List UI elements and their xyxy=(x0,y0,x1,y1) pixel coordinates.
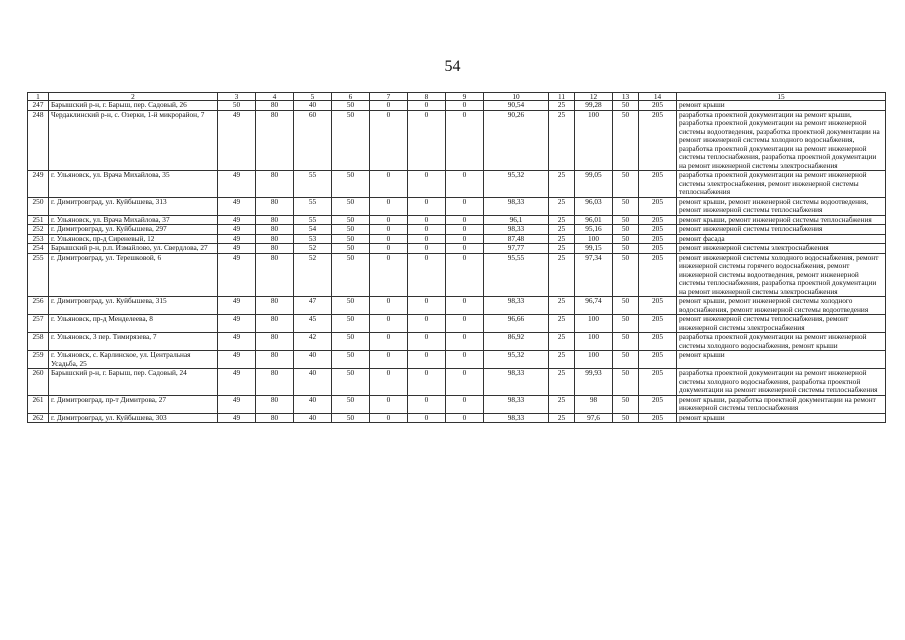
column-header-2: 2 xyxy=(49,93,218,101)
value-cell-col-3: 49 xyxy=(218,395,256,413)
address-cell: Барышский р-н, г. Барыш, пер. Садовый, 24 xyxy=(49,369,218,396)
value-cell-col-12: 99,93 xyxy=(575,369,613,396)
value-cell-col-7: 0 xyxy=(370,369,408,396)
value-cell-col-11: 25 xyxy=(549,315,575,333)
work-description-cell: ремонт инженерной системы теплоснабжения xyxy=(677,225,886,235)
table-row xyxy=(28,253,886,297)
value-cell-col-8: 0 xyxy=(408,315,446,333)
table-row xyxy=(28,234,886,244)
value-cell-col-4: 80 xyxy=(256,351,294,369)
row-number: 253 xyxy=(28,234,49,244)
value-cell-col-8: 0 xyxy=(408,369,446,396)
column-header-10: 10 xyxy=(484,93,549,101)
value-cell-col-14: 205 xyxy=(639,215,677,225)
value-cell-col-8: 0 xyxy=(408,225,446,235)
column-header-11: 11 xyxy=(549,93,575,101)
work-description-cell: ремонт крыши xyxy=(677,101,886,111)
column-header-1: 1 xyxy=(28,93,49,101)
value-cell-col-5: 52 xyxy=(294,253,332,297)
value-cell-col-11: 25 xyxy=(549,351,575,369)
value-cell-col-3: 50 xyxy=(218,101,256,111)
value-cell-col-11: 25 xyxy=(549,215,575,225)
value-cell-col-7: 0 xyxy=(370,413,408,423)
table-row xyxy=(28,369,886,396)
value-cell-col-6: 50 xyxy=(332,225,370,235)
value-cell-col-9: 0 xyxy=(446,369,484,396)
value-cell-col-4: 80 xyxy=(256,395,294,413)
value-cell-col-12: 96,03 xyxy=(575,197,613,215)
value-cell-col-10: 97,77 xyxy=(484,244,549,254)
address-cell: г. Димитровград, ул. Куйбышева, 303 xyxy=(49,413,218,423)
value-cell-col-14: 205 xyxy=(639,110,677,171)
value-cell-col-6: 50 xyxy=(332,171,370,198)
value-cell-col-7: 0 xyxy=(370,101,408,111)
table-row xyxy=(28,110,886,171)
value-cell-col-5: 52 xyxy=(294,244,332,254)
value-cell-col-12: 100 xyxy=(575,234,613,244)
value-cell-col-6: 50 xyxy=(332,101,370,111)
value-cell-col-14: 205 xyxy=(639,413,677,423)
value-cell-col-14: 205 xyxy=(639,234,677,244)
value-cell-col-12: 100 xyxy=(575,110,613,171)
table-row xyxy=(28,315,886,333)
value-cell-col-7: 0 xyxy=(370,215,408,225)
address-cell: г. Димитровград, ул. Куйбышева, 313 xyxy=(49,197,218,215)
value-cell-col-10: 86,92 xyxy=(484,333,549,351)
address-cell: г. Димитровград, ул. Куйбышева, 297 xyxy=(49,225,218,235)
value-cell-col-8: 0 xyxy=(408,234,446,244)
value-cell-col-7: 0 xyxy=(370,395,408,413)
value-cell-col-4: 80 xyxy=(256,171,294,198)
value-cell-col-12: 99,15 xyxy=(575,244,613,254)
work-description-cell: ремонт крыши, ремонт инженерной системы холодного водоснабжения, ремонт инженерной системы водоотведения xyxy=(677,297,886,315)
value-cell-col-6: 50 xyxy=(332,413,370,423)
work-description-cell: ремонт крыши xyxy=(677,351,886,369)
value-cell-col-7: 0 xyxy=(370,234,408,244)
value-cell-col-12: 100 xyxy=(575,351,613,369)
value-cell-col-8: 0 xyxy=(408,197,446,215)
value-cell-col-10: 96,1 xyxy=(484,215,549,225)
work-description-cell: ремонт крыши, ремонт инженерной системы теплоснабжения xyxy=(677,215,886,225)
value-cell-col-7: 0 xyxy=(370,244,408,254)
value-cell-col-12: 95,16 xyxy=(575,225,613,235)
address-cell: г. Димитровград, ул. Куйбышева, 315 xyxy=(49,297,218,315)
value-cell-col-3: 49 xyxy=(218,351,256,369)
value-cell-col-6: 50 xyxy=(332,234,370,244)
value-cell-col-7: 0 xyxy=(370,315,408,333)
value-cell-col-9: 0 xyxy=(446,244,484,254)
value-cell-col-5: 55 xyxy=(294,171,332,198)
value-cell-col-3: 49 xyxy=(218,197,256,215)
value-cell-col-9: 0 xyxy=(446,215,484,225)
value-cell-col-13: 50 xyxy=(613,171,639,198)
value-cell-col-13: 50 xyxy=(613,333,639,351)
value-cell-col-13: 50 xyxy=(613,297,639,315)
value-cell-col-13: 50 xyxy=(613,110,639,171)
value-cell-col-14: 205 xyxy=(639,333,677,351)
value-cell-col-6: 50 xyxy=(332,197,370,215)
value-cell-col-9: 0 xyxy=(446,197,484,215)
value-cell-col-11: 25 xyxy=(549,297,575,315)
row-number: 257 xyxy=(28,315,49,333)
address-cell: Чердаклинский р-н, с. Озерки, 1-й микрорайон, 7 xyxy=(49,110,218,171)
value-cell-col-11: 25 xyxy=(549,413,575,423)
value-cell-col-6: 50 xyxy=(332,253,370,297)
value-cell-col-8: 0 xyxy=(408,395,446,413)
value-cell-col-8: 0 xyxy=(408,253,446,297)
row-number: 254 xyxy=(28,244,49,254)
value-cell-col-10: 98,33 xyxy=(484,297,549,315)
table-row xyxy=(28,395,886,413)
value-cell-col-11: 25 xyxy=(549,395,575,413)
row-number: 260 xyxy=(28,369,49,396)
value-cell-col-14: 205 xyxy=(639,244,677,254)
value-cell-col-6: 50 xyxy=(332,110,370,171)
value-cell-col-5: 60 xyxy=(294,110,332,171)
table-row xyxy=(28,244,886,254)
value-cell-col-4: 80 xyxy=(256,413,294,423)
value-cell-col-7: 0 xyxy=(370,171,408,198)
row-number: 252 xyxy=(28,225,49,235)
value-cell-col-3: 49 xyxy=(218,244,256,254)
value-cell-col-9: 0 xyxy=(446,333,484,351)
header-row xyxy=(28,93,886,101)
value-cell-col-3: 49 xyxy=(218,315,256,333)
value-cell-col-8: 0 xyxy=(408,110,446,171)
row-number: 250 xyxy=(28,197,49,215)
value-cell-col-10: 98,33 xyxy=(484,197,549,215)
value-cell-col-8: 0 xyxy=(408,333,446,351)
row-number: 248 xyxy=(28,110,49,171)
value-cell-col-5: 55 xyxy=(294,215,332,225)
value-cell-col-13: 50 xyxy=(613,225,639,235)
value-cell-col-13: 50 xyxy=(613,244,639,254)
value-cell-col-10: 98,33 xyxy=(484,413,549,423)
value-cell-col-6: 50 xyxy=(332,395,370,413)
row-number: 262 xyxy=(28,413,49,423)
value-cell-col-8: 0 xyxy=(408,101,446,111)
value-cell-col-5: 42 xyxy=(294,333,332,351)
value-cell-col-3: 49 xyxy=(218,413,256,423)
value-cell-col-3: 49 xyxy=(218,225,256,235)
value-cell-col-10: 98,33 xyxy=(484,225,549,235)
value-cell-col-3: 49 xyxy=(218,215,256,225)
value-cell-col-12: 98 xyxy=(575,395,613,413)
value-cell-col-6: 50 xyxy=(332,244,370,254)
value-cell-col-11: 25 xyxy=(549,234,575,244)
value-cell-col-8: 0 xyxy=(408,351,446,369)
value-cell-col-7: 0 xyxy=(370,197,408,215)
value-cell-col-10: 95,32 xyxy=(484,351,549,369)
address-cell: г. Ульяновск, пр-д Менделеева, 8 xyxy=(49,315,218,333)
value-cell-col-11: 25 xyxy=(549,171,575,198)
value-cell-col-4: 80 xyxy=(256,253,294,297)
row-number: 247 xyxy=(28,101,49,111)
table-row xyxy=(28,197,886,215)
table-row xyxy=(28,101,886,111)
value-cell-col-5: 40 xyxy=(294,413,332,423)
table-row xyxy=(28,413,886,423)
work-description-cell: разработка проектной документации на ремонт инженерной системы холодного водоснабжения, ремонт крыши xyxy=(677,333,886,351)
value-cell-col-14: 205 xyxy=(639,253,677,297)
value-cell-col-4: 80 xyxy=(256,234,294,244)
value-cell-col-6: 50 xyxy=(332,333,370,351)
work-description-cell: ремонт крыши, ремонт инженерной системы водоотведения, ремонт инженерной системы теплоснабжения xyxy=(677,197,886,215)
work-description-cell: ремонт крыши, разработка проектной документации на ремонт инженерной системы теплоснабжения xyxy=(677,395,886,413)
value-cell-col-14: 205 xyxy=(639,171,677,198)
value-cell-col-12: 100 xyxy=(575,333,613,351)
column-header-3: 3 xyxy=(218,93,256,101)
value-cell-col-5: 45 xyxy=(294,315,332,333)
value-cell-col-13: 50 xyxy=(613,215,639,225)
value-cell-col-10: 95,55 xyxy=(484,253,549,297)
value-cell-col-8: 0 xyxy=(408,297,446,315)
value-cell-col-11: 25 xyxy=(549,101,575,111)
value-cell-col-5: 47 xyxy=(294,297,332,315)
value-cell-col-9: 0 xyxy=(446,225,484,235)
table-row xyxy=(28,351,886,369)
value-cell-col-9: 0 xyxy=(446,413,484,423)
value-cell-col-9: 0 xyxy=(446,351,484,369)
table-body xyxy=(28,93,886,423)
value-cell-col-4: 80 xyxy=(256,225,294,235)
value-cell-col-8: 0 xyxy=(408,215,446,225)
value-cell-col-11: 25 xyxy=(549,333,575,351)
value-cell-col-12: 96,01 xyxy=(575,215,613,225)
value-cell-col-13: 50 xyxy=(613,395,639,413)
value-cell-col-9: 0 xyxy=(446,110,484,171)
table-row xyxy=(28,225,886,235)
value-cell-col-10: 95,32 xyxy=(484,171,549,198)
value-cell-col-13: 50 xyxy=(613,315,639,333)
column-header-4: 4 xyxy=(256,93,294,101)
address-cell: г. Димитровград, пр-т Димитрова, 27 xyxy=(49,395,218,413)
value-cell-col-11: 25 xyxy=(549,110,575,171)
column-header-14: 14 xyxy=(639,93,677,101)
value-cell-col-14: 205 xyxy=(639,225,677,235)
table-row xyxy=(28,215,886,225)
value-cell-col-5: 40 xyxy=(294,369,332,396)
work-description-cell: ремонт инженерной системы электроснабжения xyxy=(677,244,886,254)
value-cell-col-9: 0 xyxy=(446,395,484,413)
value-cell-col-3: 49 xyxy=(218,333,256,351)
value-cell-col-9: 0 xyxy=(446,297,484,315)
row-number: 261 xyxy=(28,395,49,413)
value-cell-col-3: 49 xyxy=(218,110,256,171)
address-cell: г. Ульяновск, с. Карлинское, ул. Центральная Усадьба, 25 xyxy=(49,351,218,369)
table-row xyxy=(28,171,886,198)
value-cell-col-4: 80 xyxy=(256,315,294,333)
value-cell-col-6: 50 xyxy=(332,315,370,333)
table-row xyxy=(28,333,886,351)
value-cell-col-13: 50 xyxy=(613,234,639,244)
value-cell-col-7: 0 xyxy=(370,297,408,315)
row-number: 259 xyxy=(28,351,49,369)
value-cell-col-13: 50 xyxy=(613,197,639,215)
value-cell-col-6: 50 xyxy=(332,369,370,396)
value-cell-col-10: 90,26 xyxy=(484,110,549,171)
value-cell-col-9: 0 xyxy=(446,101,484,111)
column-header-9: 9 xyxy=(446,93,484,101)
value-cell-col-10: 96,66 xyxy=(484,315,549,333)
value-cell-col-11: 25 xyxy=(549,225,575,235)
column-header-15: 15 xyxy=(677,93,886,101)
value-cell-col-14: 205 xyxy=(639,101,677,111)
value-cell-col-12: 99,28 xyxy=(575,101,613,111)
value-cell-col-4: 80 xyxy=(256,215,294,225)
column-header-5: 5 xyxy=(294,93,332,101)
value-cell-col-12: 97,6 xyxy=(575,413,613,423)
value-cell-col-7: 0 xyxy=(370,225,408,235)
value-cell-col-6: 50 xyxy=(332,351,370,369)
value-cell-col-14: 205 xyxy=(639,351,677,369)
address-cell: г. Димитровград, ул. Терешковой, 6 xyxy=(49,253,218,297)
work-description-cell: ремонт крыши xyxy=(677,413,886,423)
value-cell-col-9: 0 xyxy=(446,171,484,198)
value-cell-col-10: 98,33 xyxy=(484,369,549,396)
column-header-8: 8 xyxy=(408,93,446,101)
value-cell-col-3: 49 xyxy=(218,171,256,198)
value-cell-col-9: 0 xyxy=(446,234,484,244)
table-row xyxy=(28,297,886,315)
value-cell-col-5: 40 xyxy=(294,101,332,111)
value-cell-col-5: 55 xyxy=(294,197,332,215)
value-cell-col-13: 50 xyxy=(613,253,639,297)
value-cell-col-13: 50 xyxy=(613,369,639,396)
value-cell-col-13: 50 xyxy=(613,351,639,369)
row-number: 255 xyxy=(28,253,49,297)
value-cell-col-5: 40 xyxy=(294,395,332,413)
work-description-cell: разработка проектной документации на ремонт инженерной системы электроснабжения, ремонт инженерной системы теплоснабжения xyxy=(677,171,886,198)
value-cell-col-8: 0 xyxy=(408,244,446,254)
value-cell-col-7: 0 xyxy=(370,333,408,351)
address-cell: г. Ульяновск, пр-д Сиреневый, 12 xyxy=(49,234,218,244)
value-cell-col-14: 205 xyxy=(639,297,677,315)
data-table xyxy=(27,92,886,423)
value-cell-col-10: 98,33 xyxy=(484,395,549,413)
work-description-cell: ремонт инженерной системы теплоснабжения, ремонт инженерной системы электроснабжения xyxy=(677,315,886,333)
value-cell-col-3: 49 xyxy=(218,234,256,244)
column-header-6: 6 xyxy=(332,93,370,101)
value-cell-col-14: 205 xyxy=(639,315,677,333)
work-description-cell: ремонт инженерной системы холодного водоснабжения, ремонт инженерной системы горячего водоснабжения, ремонт инженерной системы водоотведения, ремонт инженерной системы теплоснабжения, разработка проектной документации на ремонт инженерной системы электроснабжения xyxy=(677,253,886,297)
row-number: 256 xyxy=(28,297,49,315)
value-cell-col-13: 50 xyxy=(613,101,639,111)
address-cell: Барышский р-н, г. Барыш, пер. Садовый, 26 xyxy=(49,101,218,111)
value-cell-col-6: 50 xyxy=(332,215,370,225)
value-cell-col-4: 80 xyxy=(256,369,294,396)
column-header-7: 7 xyxy=(370,93,408,101)
address-cell: г. Ульяновск, 3 пер. Тимирязева, 7 xyxy=(49,333,218,351)
value-cell-col-11: 25 xyxy=(549,253,575,297)
value-cell-col-7: 0 xyxy=(370,253,408,297)
value-cell-col-9: 0 xyxy=(446,253,484,297)
value-cell-col-5: 53 xyxy=(294,234,332,244)
address-cell: г. Ульяновск, ул. Врача Михайлова, 37 xyxy=(49,215,218,225)
value-cell-col-11: 25 xyxy=(549,244,575,254)
value-cell-col-4: 80 xyxy=(256,110,294,171)
value-cell-col-11: 25 xyxy=(549,197,575,215)
value-cell-col-12: 97,34 xyxy=(575,253,613,297)
value-cell-col-14: 205 xyxy=(639,395,677,413)
value-cell-col-5: 40 xyxy=(294,351,332,369)
value-cell-col-8: 0 xyxy=(408,413,446,423)
address-cell: Барышский р-н, р.п. Измайлово, ул. Свердлова, 27 xyxy=(49,244,218,254)
value-cell-col-7: 0 xyxy=(370,110,408,171)
value-cell-col-5: 54 xyxy=(294,225,332,235)
column-header-13: 13 xyxy=(613,93,639,101)
value-cell-col-13: 50 xyxy=(613,413,639,423)
value-cell-col-6: 50 xyxy=(332,297,370,315)
value-cell-col-12: 96,74 xyxy=(575,297,613,315)
work-description-cell: разработка проектной документации на ремонт инженерной системы холодного водоснабжения, разработка проектной документации на ремонт инженерной системы теплоснабжения xyxy=(677,369,886,396)
address-cell: г. Ульяновск, ул. Врача Михайлова, 35 xyxy=(49,171,218,198)
value-cell-col-11: 25 xyxy=(549,369,575,396)
value-cell-col-9: 0 xyxy=(446,315,484,333)
row-number: 258 xyxy=(28,333,49,351)
work-description-cell: ремонт фасада xyxy=(677,234,886,244)
value-cell-col-3: 49 xyxy=(218,297,256,315)
work-description-cell: разработка проектной документации на ремонт крыши, разработка проектной документации на ремонт инженерной системы водоотведения, разработка проектной документации на ремонт инженерной системы холодного водоснабжения, разработка проектной документации на ремонт инженерной системы теплоснабжения, разработка проектной документации на ремонт инженерной системы электроснабжения xyxy=(677,110,886,171)
row-number: 251 xyxy=(28,215,49,225)
value-cell-col-14: 205 xyxy=(639,369,677,396)
value-cell-col-4: 80 xyxy=(256,244,294,254)
value-cell-col-7: 0 xyxy=(370,351,408,369)
value-cell-col-4: 80 xyxy=(256,297,294,315)
page-number: 54 xyxy=(444,58,461,75)
value-cell-col-3: 49 xyxy=(218,369,256,396)
value-cell-col-10: 87,48 xyxy=(484,234,549,244)
row-number: 249 xyxy=(28,171,49,198)
value-cell-col-4: 80 xyxy=(256,101,294,111)
value-cell-col-10: 90,54 xyxy=(484,101,549,111)
value-cell-col-4: 80 xyxy=(256,333,294,351)
value-cell-col-12: 99,05 xyxy=(575,171,613,198)
value-cell-col-14: 205 xyxy=(639,197,677,215)
value-cell-col-3: 49 xyxy=(218,253,256,297)
value-cell-col-12: 100 xyxy=(575,315,613,333)
value-cell-col-8: 0 xyxy=(408,171,446,198)
value-cell-col-4: 80 xyxy=(256,197,294,215)
column-header-12: 12 xyxy=(575,93,613,101)
